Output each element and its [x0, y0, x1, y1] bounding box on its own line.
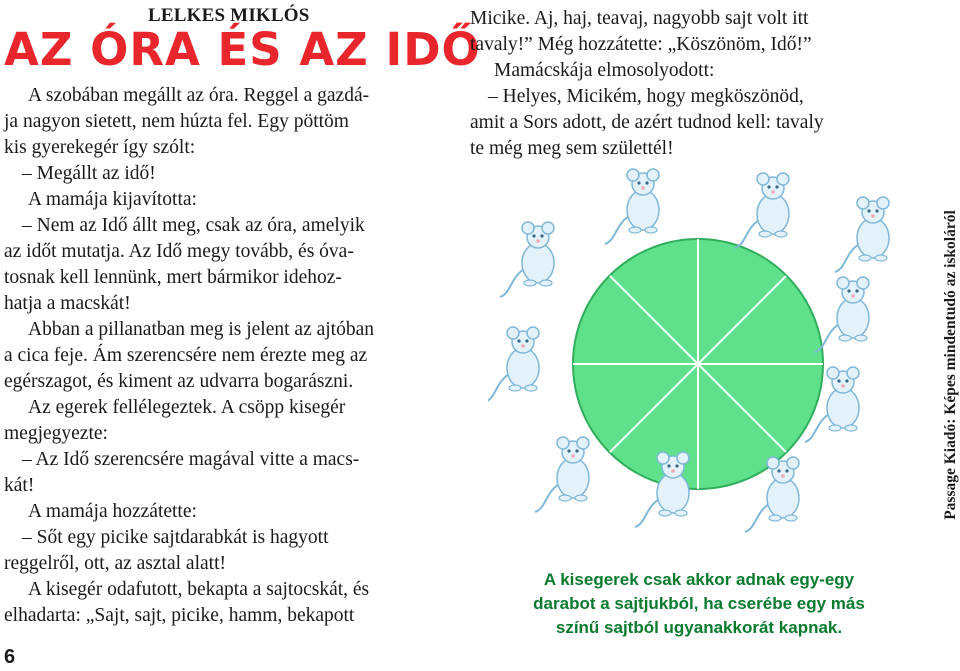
- mouse-figure: [815, 277, 869, 352]
- story-title: AZ ÓRA ÉS AZ IDŐ: [4, 23, 481, 76]
- mouse-figure: [500, 222, 554, 297]
- publisher-side-note: [940, 170, 960, 560]
- cheese-wheel: [573, 239, 823, 489]
- caption-line: darabot a sajtjukból, ha cserébe egy más: [533, 594, 865, 613]
- mouse-figure: [488, 327, 539, 402]
- text-line: Mamácskája elmosolyodott:: [494, 60, 715, 81]
- text-line: – Helyes, Micikém, hogy megköszönöd,: [488, 86, 804, 107]
- story-text-left-column: [4, 83, 452, 629]
- text-line: elhadarta: „Sajt, sajt, picike, hamm, bekapott: [4, 605, 355, 626]
- text-line: megjegyezte:: [4, 423, 108, 444]
- illustration-caption: [474, 568, 924, 640]
- text-line: Micike. Aj, haj, teavaj, nagyobb sajt volt itt: [470, 8, 809, 29]
- text-line: ja nagyon sietett, nem húzta fel. Egy pöttöm: [4, 111, 349, 132]
- text-line: amit a Sors adott, de azért tudnod kell: tavaly: [470, 112, 824, 133]
- text-line: az időt mutatja. Az Idő megy tovább, és óva-: [4, 241, 354, 262]
- text-line: A kisegér odafutott, bekapta a sajtocskát, és: [28, 579, 370, 600]
- mouse-figure: [735, 173, 789, 248]
- text-line: hatja a macskát!: [4, 293, 131, 314]
- caption-line: A kisegerek csak akkor adnak egy-egy: [543, 570, 855, 589]
- text-line: A szobában megállt az óra. Reggel a gazdá-: [28, 85, 370, 106]
- text-line: reggelről, ott, az asztal alatt!: [4, 553, 226, 574]
- text-line: A mamája kijavította:: [28, 189, 197, 210]
- text-line: tosnak kell lennünk, mert bármikor idehoz-: [4, 267, 342, 288]
- text-line: – Megállt az idő!: [22, 163, 156, 184]
- text-line: tavaly!” Még hozzátette: „Köszönöm, Idő!”: [470, 34, 812, 55]
- text-line: te még meg sem születtél!: [470, 138, 674, 159]
- text-line: Abban a pillanatban meg is jelent az ajtóban: [28, 319, 375, 340]
- text-line: – Sőt egy picike sajtdarabkát is hagyott: [22, 527, 329, 548]
- mice-cheese-illustration: [488, 168, 928, 558]
- caption-line: színű sajtból ugyanakkorát kapnak.: [555, 618, 843, 637]
- page-number: 6: [4, 646, 16, 668]
- author-name: LELKES MIKLÓS: [148, 5, 310, 26]
- text-line: – Nem az Idő állt meg, csak az óra, amelyik: [22, 215, 365, 236]
- text-line: a cica feje. Ám szerencsére nem érezte meg az: [4, 345, 368, 366]
- mouse-figure: [835, 197, 889, 272]
- story-text-right-column: [470, 6, 920, 162]
- text-line: Az egerek fellélegeztek. A csöpp kisegér: [28, 397, 346, 418]
- publisher-side-text: Passage Kiadó: Képes mindentudó az iskoláról: [942, 210, 959, 520]
- text-line: egérszagot, és kiment az udvarra bogarászni.: [4, 371, 354, 392]
- text-line: – Az Idő szerencsére magával vitte a macs-: [22, 449, 360, 470]
- text-line: kis gyerekegér így szólt:: [4, 137, 196, 158]
- mouse-figure: [535, 437, 589, 512]
- text-line: A mamája hozzátette:: [28, 501, 197, 522]
- text-line: kát!: [4, 475, 35, 496]
- mouse-figure: [605, 169, 659, 244]
